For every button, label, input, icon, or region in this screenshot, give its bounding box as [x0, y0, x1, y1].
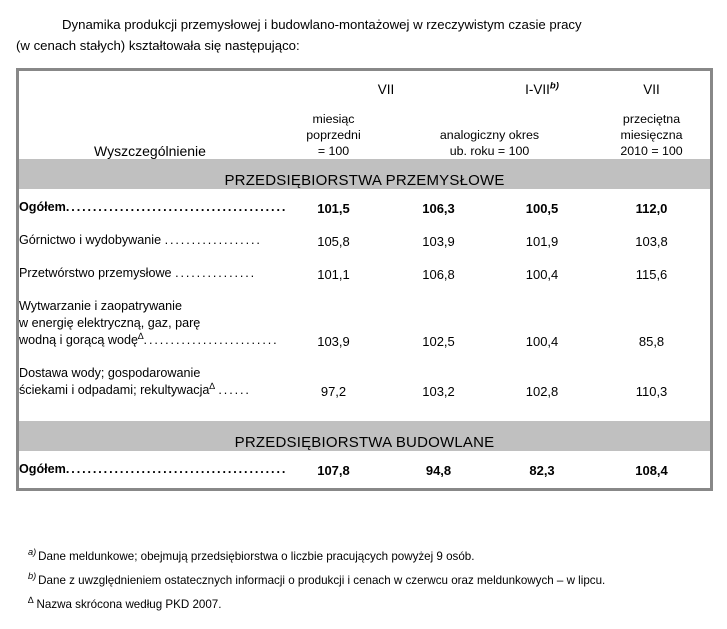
- row-value-cell: 82,3: [529, 463, 555, 478]
- section-band-label-industrial: PRZEDSIĘBIORSTWA PRZEMYSŁOWE: [19, 159, 710, 189]
- row-label-cell: [19, 232, 281, 249]
- spacer-cell: [491, 405, 593, 421]
- spacer-cell: [19, 355, 281, 365]
- period-header-label-2: I-VII: [525, 82, 550, 97]
- row-label-line-3: [19, 332, 281, 349]
- row-label-cell: [19, 365, 281, 405]
- row-leader-dots: ......: [218, 383, 251, 397]
- row-value-cell: 97,2: [320, 384, 347, 399]
- row-spacer: [19, 282, 710, 298]
- footnote-triangle: [28, 595, 718, 611]
- spacer-cell: [386, 451, 491, 461]
- row-label-line-1: Dostawa wody; gospodarowanie: [19, 366, 201, 380]
- row-value-cell: 102,8: [525, 384, 559, 399]
- spacer-cell: [281, 189, 386, 199]
- spacer-cell: [386, 282, 491, 298]
- spacer-cell: [593, 478, 710, 488]
- subheader-avg-line-2: miesięczna: [620, 128, 683, 142]
- row-value-cell: 103,9: [317, 334, 350, 349]
- spacer-cell: [281, 355, 386, 365]
- row-label-line-2: w energię elektryczną, gaz, parę: [19, 316, 201, 330]
- spacer-cell: [593, 355, 710, 365]
- spacer-cell: [19, 249, 281, 265]
- row-label-line-1: Wytwarzanie i zaopatrywanie: [19, 299, 182, 313]
- row-label-sup-triangle: ∆: [138, 330, 144, 341]
- table-header-row-periods: [19, 71, 710, 97]
- dynamics-table: [19, 71, 710, 488]
- row-label-text: Górnictwo i wydobywanie: [19, 233, 162, 247]
- period-header-vii-avg: [593, 71, 710, 97]
- row-leader-dots: .........................................: [65, 462, 288, 476]
- subheader-prev-line-1: miesiąc: [312, 112, 355, 126]
- spacer-cell: [19, 189, 281, 199]
- spacer-cell: [386, 355, 491, 365]
- table-row: [19, 199, 710, 216]
- spacer-cell: [593, 189, 710, 199]
- row-leader-dots: .........................: [143, 333, 279, 347]
- section-band-label-construction: PRZEDSIĘBIORSTWA BUDOWLANE: [19, 421, 710, 451]
- spacer-cell: [593, 405, 710, 421]
- row-spacer: [19, 355, 710, 365]
- spacer-cell: [491, 282, 593, 298]
- row-value-cell: 85,8: [638, 334, 665, 349]
- subheader-same-line-1: analogiczny okres: [439, 128, 540, 142]
- row-value-cell: 112,0: [635, 201, 668, 216]
- row-label-text: Przetwórstwo przemysłowe: [19, 266, 172, 280]
- row-leader-dots: .........................................: [65, 200, 288, 214]
- spacer-cell: [281, 282, 386, 298]
- subheader-prev-month: [281, 97, 386, 159]
- footnote-marker-b: b): [28, 571, 37, 582]
- spacer-cell: [281, 405, 386, 421]
- spacer-cell: [491, 216, 593, 232]
- spacer-cell: [19, 405, 281, 421]
- table-row: [19, 461, 710, 478]
- row-value-cell: 103,2: [422, 384, 455, 399]
- spacer-cell: [281, 249, 386, 265]
- spacer-cell: [386, 405, 491, 421]
- row-value-cell: 103,8: [635, 234, 668, 249]
- row-value-cell: 101,1: [317, 267, 350, 282]
- footnote-text-a: Dane meldunkowe; obejmują przedsiębiorstwa o liczbie pracujących powyżej 9 osób.: [38, 550, 475, 563]
- footnotes-block: [28, 547, 718, 622]
- spacer-cell: [593, 216, 710, 232]
- table-row: [19, 232, 710, 249]
- footnote-b: [28, 571, 718, 587]
- spacer-cell: [491, 355, 593, 365]
- subheader-avg-line-1: przeciętna: [622, 112, 681, 126]
- period-header-vii-prev: [281, 71, 491, 97]
- spacer-cell: [19, 216, 281, 232]
- row-value-cell: 101,9: [525, 234, 559, 249]
- row-value-cell: 100,4: [525, 334, 559, 349]
- row-value-cell: 115,6: [635, 267, 668, 282]
- spacer-cell: [19, 478, 281, 488]
- row-label-cell: [19, 298, 281, 355]
- spacer-cell: [386, 478, 491, 488]
- row-value-cell: 106,3: [422, 201, 455, 216]
- row-label-text: Ogółem: [19, 462, 66, 476]
- row-label-cell: [19, 265, 281, 282]
- row-label-cell: [19, 199, 288, 216]
- spacer-cell: [593, 282, 710, 298]
- dynamics-table-frame: [16, 68, 713, 491]
- row-label-text: wodną i gorącą wodę: [19, 333, 139, 347]
- row-value-cell: 100,5: [525, 201, 559, 216]
- footnote-marker-triangle: ∆: [28, 595, 34, 606]
- row-leader-dots: ...............: [175, 266, 257, 280]
- row-value-cell: 110,3: [635, 384, 668, 399]
- subheader-prev-line-2: poprzedni: [306, 128, 361, 142]
- footnote-a: [28, 547, 718, 563]
- row-label-sup-triangle: ∆: [209, 380, 215, 391]
- row-spacer: [19, 405, 710, 421]
- spacer-cell: [386, 189, 491, 199]
- row-value-cell: 103,9: [422, 234, 455, 249]
- row-label-text: Ogółem: [19, 200, 66, 214]
- spacer-cell: [593, 451, 710, 461]
- section-band-industrial: [19, 159, 710, 189]
- footnote-text-b: Dane z uwzględnieniem ostatecznych informacji o produkcji i cenach w czerwcu oraz meldunkowych – w lipcu.: [38, 574, 606, 587]
- intro-paragraph: [16, 14, 713, 56]
- row-spacer: [19, 478, 710, 488]
- row-spacer: [19, 249, 710, 265]
- table-row: [19, 265, 710, 282]
- period-header-sup-b: b): [549, 80, 559, 92]
- section-band-construction: [19, 421, 710, 451]
- row-value-cell: 108,4: [635, 463, 668, 478]
- stub-header-label: Wyszczególnienie: [94, 143, 206, 159]
- spacer-cell: [386, 216, 491, 232]
- row-leader-dots: ..................: [164, 233, 262, 247]
- subheader-avg-line-3: 2010 = 100: [620, 144, 683, 158]
- intro-line-1: Dynamika produkcji przemysłowej i budowlano-montażowej w rzeczywistym czasie pracy: [62, 17, 582, 32]
- stub-header-cell: [19, 71, 281, 159]
- row-value-cell: 106,8: [422, 267, 455, 282]
- row-value-cell: 105,8: [317, 234, 350, 249]
- intro-line-2: (w cenach stałych) kształtowała się następująco:: [16, 38, 300, 53]
- subheader-same-period: [386, 97, 593, 159]
- row-spacer: [19, 189, 710, 199]
- subheader-same-line-2: ub. roku = 100: [449, 144, 530, 158]
- spacer-cell: [19, 282, 281, 298]
- footnote-text-triangle: Nazwa skrócona według PKD 2007.: [36, 598, 222, 611]
- table-row: [19, 365, 710, 405]
- row-value-cell: 94,8: [425, 463, 452, 478]
- row-label-text: ściekami i odpadami; rekultywacja: [19, 383, 210, 397]
- table-row: [19, 298, 710, 355]
- spacer-cell: [281, 478, 386, 488]
- row-spacer: [19, 451, 710, 461]
- spacer-cell: [491, 249, 593, 265]
- spacer-cell: [491, 189, 593, 199]
- period-header-label-1: VII: [377, 82, 395, 97]
- spacer-cell: [593, 249, 710, 265]
- footnote-marker-a: a): [28, 547, 37, 558]
- row-value-cell: 107,8: [317, 463, 350, 478]
- row-label-cell: [19, 461, 288, 478]
- period-header-i-vii: [491, 71, 593, 97]
- spacer-cell: [386, 249, 491, 265]
- spacer-cell: [19, 451, 281, 461]
- subheader-avg-month: [593, 97, 710, 159]
- row-value-cell: 102,5: [422, 334, 455, 349]
- spacer-cell: [281, 216, 386, 232]
- period-header-label-3: VII: [643, 82, 660, 97]
- row-spacer: [19, 216, 710, 232]
- row-label-line-2: [19, 382, 281, 399]
- row-value-cell: 101,5: [317, 201, 350, 216]
- spacer-cell: [491, 451, 593, 461]
- subheader-prev-line-3: = 100: [317, 144, 350, 158]
- spacer-cell: [281, 451, 386, 461]
- spacer-cell: [491, 478, 593, 488]
- row-value-cell: 100,4: [525, 267, 559, 282]
